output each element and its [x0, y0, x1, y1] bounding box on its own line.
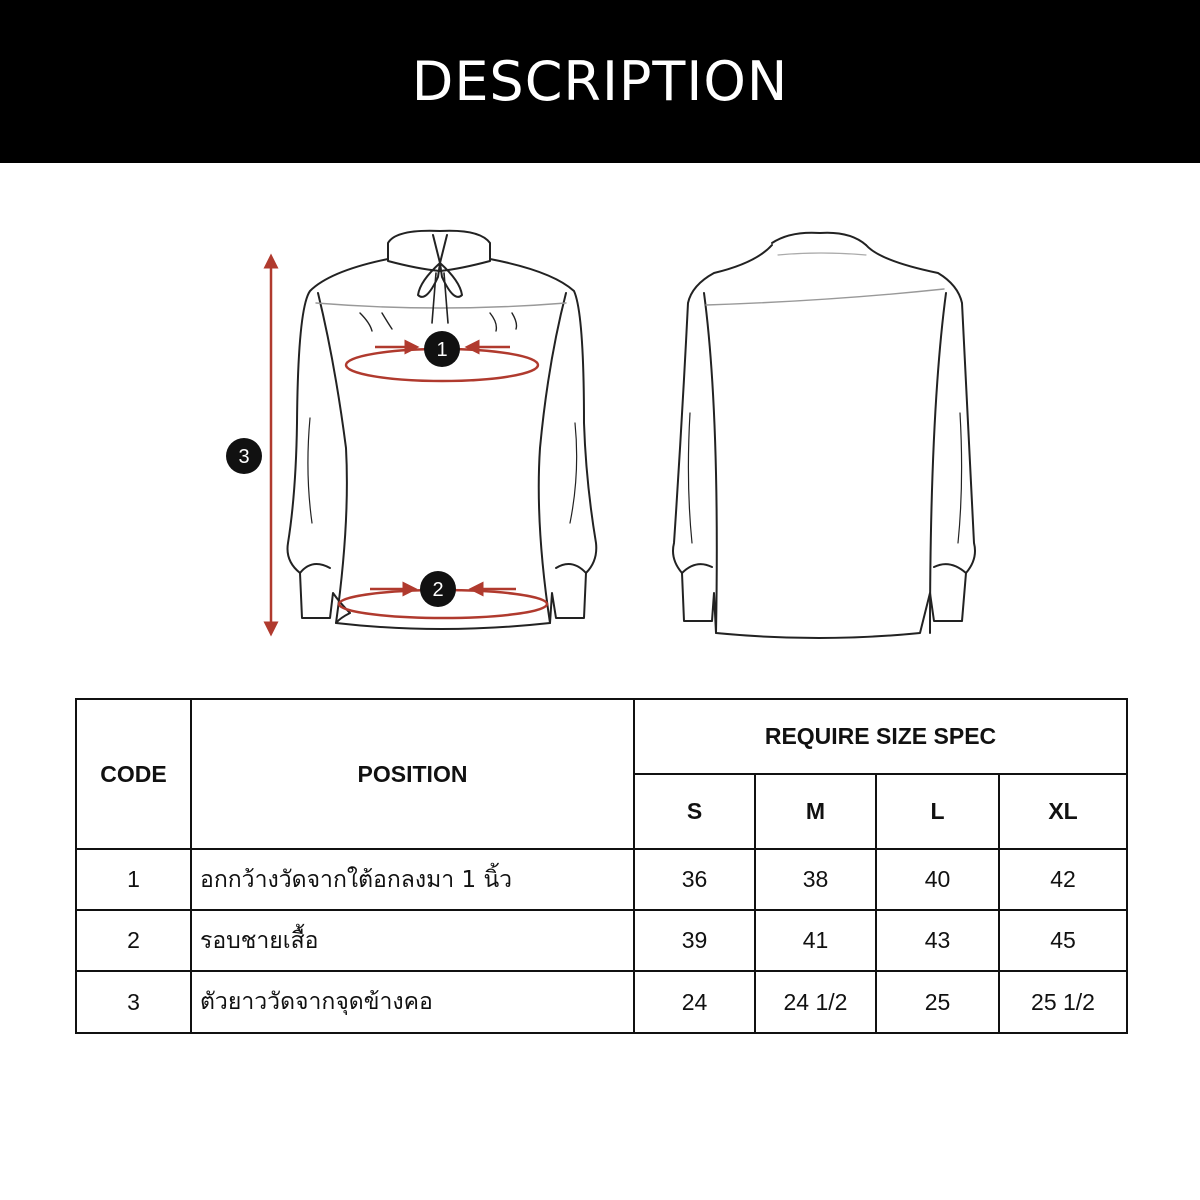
chest-measurement	[346, 331, 538, 381]
row-position: รอบชายเสื้อ	[191, 910, 634, 971]
page-header	[0, 0, 1200, 163]
row-value: 42	[999, 849, 1127, 910]
page-title: DESCRIPTION	[411, 50, 789, 113]
row-value: 43	[876, 910, 999, 971]
row-value: 24 1/2	[755, 971, 876, 1033]
callout-3-label: 3	[238, 446, 250, 468]
row-value: 41	[755, 910, 876, 971]
row-code: 1	[76, 849, 191, 910]
row-code: 3	[76, 971, 191, 1033]
size-header-l: L	[876, 774, 999, 849]
garment-illustration	[0, 163, 1200, 693]
size-header-xl: XL	[999, 774, 1127, 849]
row-code: 2	[76, 910, 191, 971]
row-value: 40	[876, 849, 999, 910]
column-header-spec-group: REQUIRE SIZE SPEC	[634, 699, 1127, 774]
hem-measurement	[339, 571, 547, 618]
table-row	[76, 849, 1127, 910]
column-header-position: POSITION	[191, 699, 634, 849]
row-value: 38	[755, 849, 876, 910]
row-position: ตัวยาววัดจากจุดข้างคอ	[191, 971, 634, 1033]
table-header-row	[76, 699, 1127, 774]
table-row	[76, 971, 1127, 1033]
column-header-code: CODE	[76, 699, 191, 849]
row-value: 39	[634, 910, 755, 971]
size-spec-table	[75, 698, 1128, 1034]
row-value: 25 1/2	[999, 971, 1127, 1033]
row-value: 45	[999, 910, 1127, 971]
size-header-m: M	[755, 774, 876, 849]
garment-diagram	[0, 163, 1200, 693]
length-measurement	[226, 261, 271, 629]
front-view	[288, 231, 597, 629]
callout-1-label: 1	[436, 339, 448, 361]
table-row	[76, 910, 1127, 971]
callout-2-label: 2	[432, 579, 444, 601]
size-header-s: S	[634, 774, 755, 849]
row-position: อกกว้างวัดจากใต้อกลงมา 1 นิ้ว	[191, 849, 634, 910]
back-view	[673, 233, 975, 638]
row-value: 36	[634, 849, 755, 910]
row-value: 24	[634, 971, 755, 1033]
row-value: 25	[876, 971, 999, 1033]
